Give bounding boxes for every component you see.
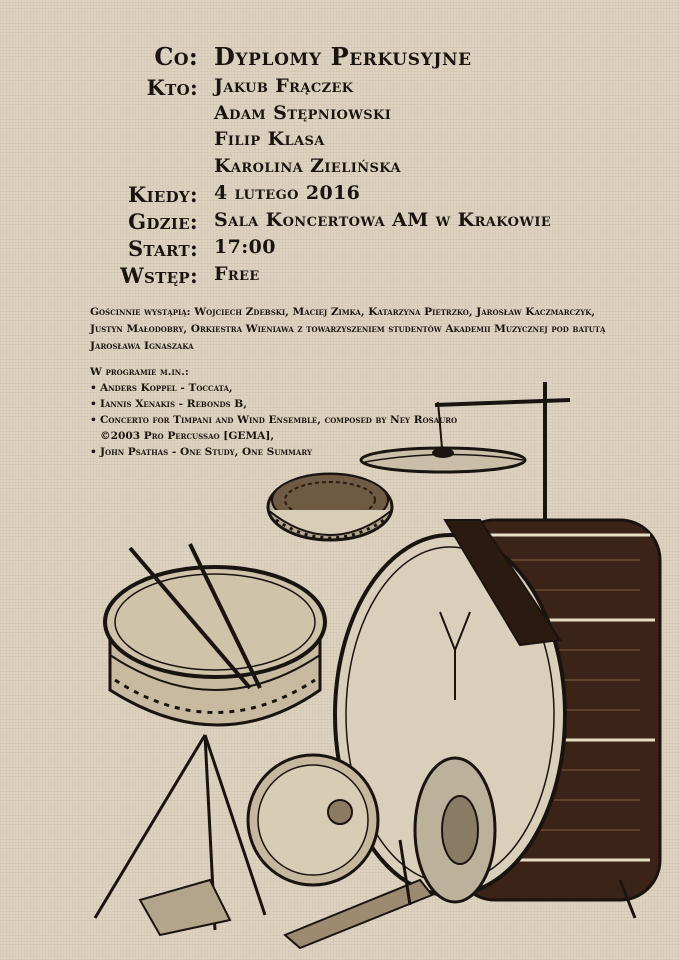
where-row: [0, 209, 679, 239]
program-item: • Anders Koppel - Toccata,: [90, 380, 490, 396]
small-tom: [248, 755, 378, 885]
event-entry: Free: [214, 263, 260, 285]
program-item: • John Psathas - One Study, One Summary: [90, 444, 490, 460]
event-venue: Sala Koncertowa AM w Krakowie: [214, 209, 552, 231]
performer-2: Adam Stępniowski: [214, 102, 392, 124]
tambourine-drum: [268, 474, 392, 540]
guest-performers: [90, 304, 630, 355]
event-date: 4 lutego 2016: [214, 182, 361, 204]
bass-drum: [335, 520, 660, 902]
performer-row: [0, 155, 679, 185]
who-row: [0, 75, 679, 105]
program-label: W programie m.in.:: [90, 366, 189, 378]
where-label: Gdzie:: [128, 209, 198, 234]
when-row: [0, 182, 679, 212]
performer-3: Filip Klasa: [214, 128, 325, 150]
program-item: • Concerto for Timpani and Wind Ensemble, composed by Ney Rosauro ©2003 Pro Percussao [GEMA],: [90, 412, 490, 444]
program-item: • Iannis Xenakis - Rebonds B,: [90, 396, 490, 412]
performer-row: [0, 128, 679, 158]
entry-label: Wstęp:: [120, 263, 198, 288]
snare-drum: [105, 544, 325, 725]
snare-stand: [95, 735, 265, 935]
event-start-time: 17:00: [214, 236, 276, 258]
start-row: [0, 236, 679, 266]
drum-kit-illustration: [0, 370, 679, 960]
event-title: Dyplomy Perkusyjne: [214, 42, 472, 71]
what-row: [0, 42, 679, 72]
guests-label: Gościnnie wystąpią:: [90, 306, 191, 318]
guests-list: Wojciech Zdebski, Maciej Zimka, Katarzyna Pietrzko, Jarosław Kaczmarczyk, Justyn Małodobry, Orkiestra Wieniawa z towarzyszeniem studentów Akademii Muzycznej pod batutą Jarosława Ignaszaka: [90, 306, 606, 352]
performer-4: Karolina Zielińska: [214, 155, 401, 177]
performer-1: Jakub Frączek: [214, 75, 354, 97]
entry-row: [0, 263, 679, 293]
start-label: Start:: [127, 236, 198, 261]
when-label: Kiedy:: [128, 182, 198, 207]
what-label: Co:: [154, 42, 198, 71]
who-label: Kto:: [146, 75, 198, 100]
